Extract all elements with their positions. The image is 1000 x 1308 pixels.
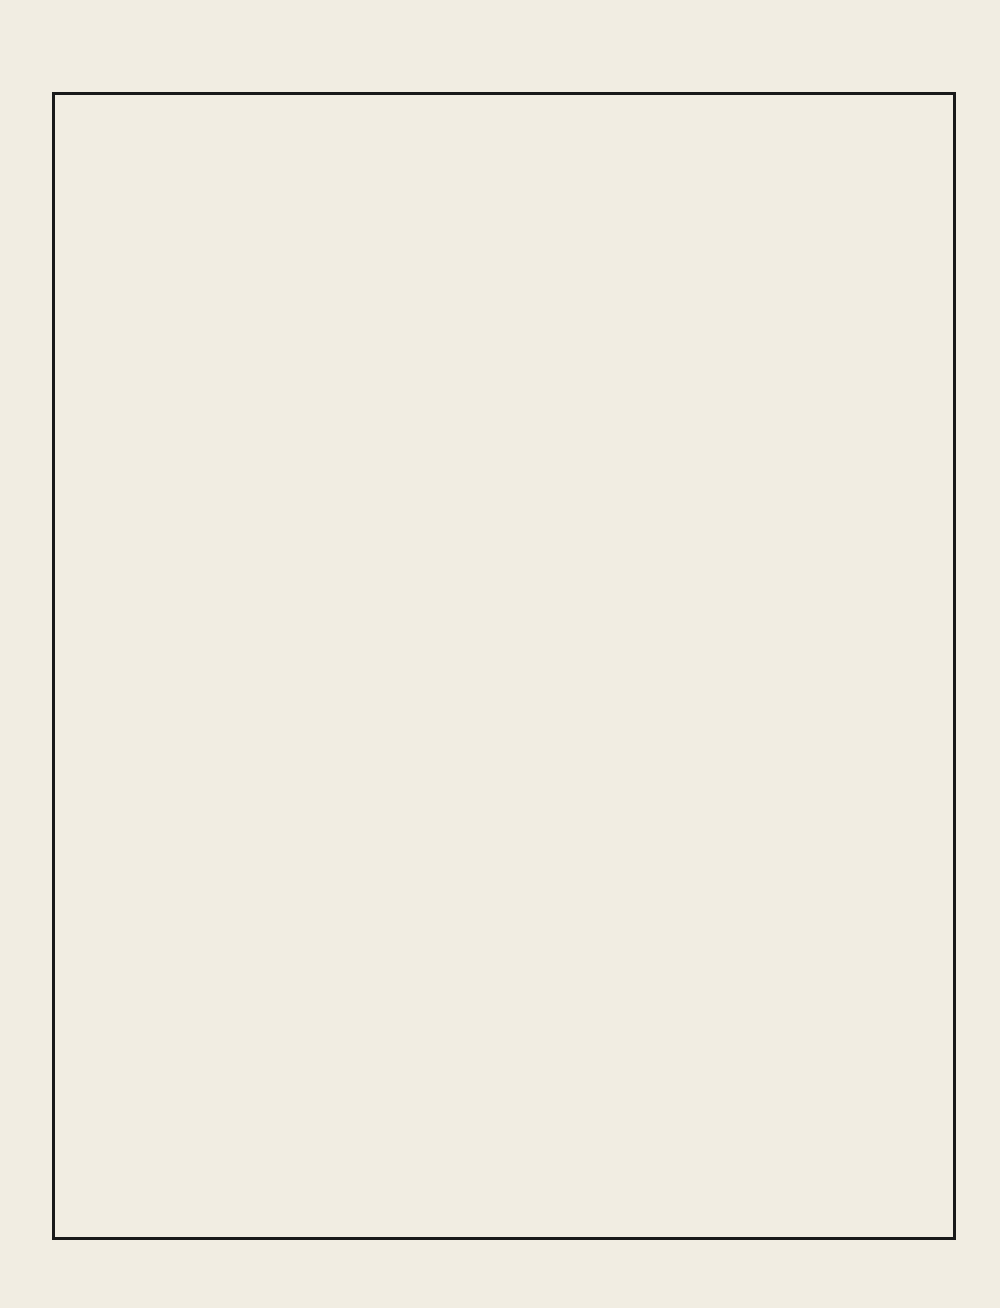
table-frame: [52, 92, 956, 1240]
